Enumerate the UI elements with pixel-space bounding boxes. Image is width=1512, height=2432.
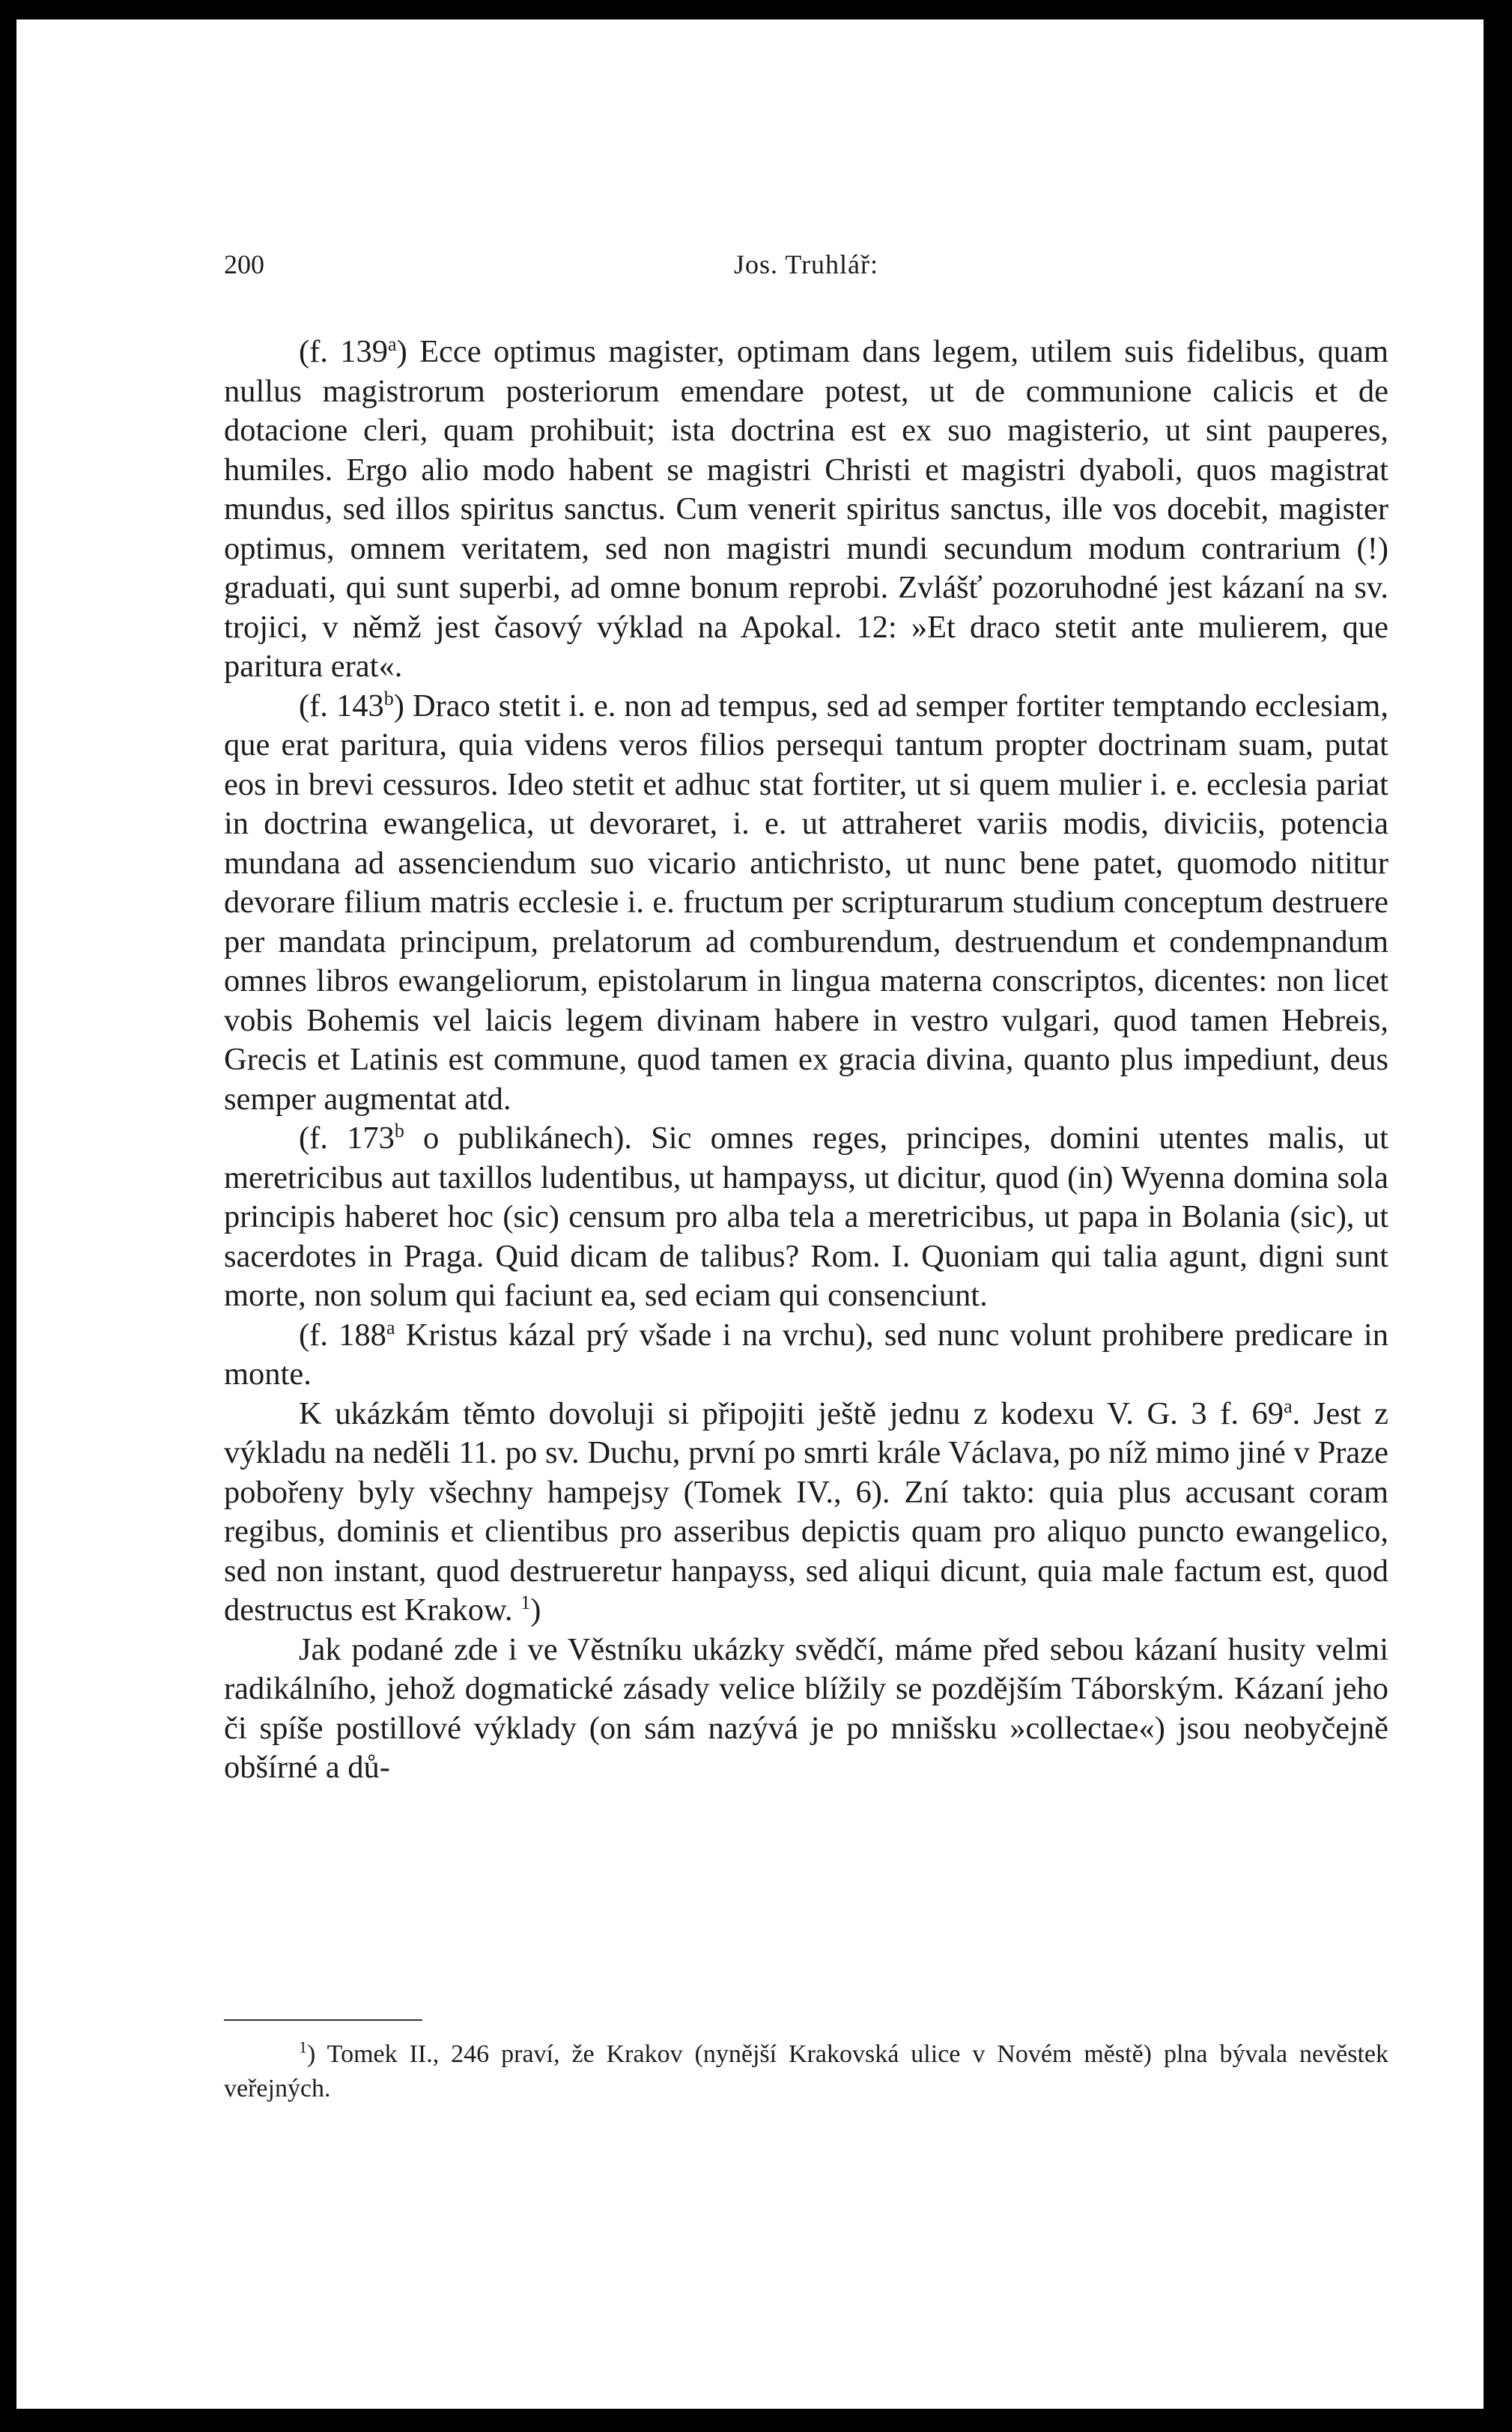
paragraph: (f. 173$^b$ o publikánech). Sic omnes reges, principes, domini utentes malis, ut meretricibus aut taxillos ludentibus, ut hampayss, ut dicitur, quod (in) Wyenna domina sola principis haberet hoc (sic) censum pro alba tela a meretricibus, ut papa in Bolania (sic), ut sacerdotes in Praga. Quid dicam de talibus? Rom. I. Quoniam qui talia agunt, digni sunt morte, non solum qui faciunt ea, sed eciam qui consenciunt.	[224, 1119, 1388, 1313]
page-header	[224, 249, 1388, 294]
paragraph: (f. 143$^b$) Draco stetit i. e. non ad tempus, sed ad semper fortiter temptando ecclesiam, que erat paritura, quia videns veros filios persequi tantum propter doctrinam suam, putat eos in brevi cessuros. Ideo stetit et adhuc stat fortiter, ut si quem mulier i. e. ecclesia pariat in doctrina ewangelica, ut devoraret, i. e. ut attraheret variis modis, diviciis, potencia mundana ad assenciendum suo vicario antichristo, ut nunc bene patet, quomodo nititur devorare filium matris ecclesie i. e. fructum per scripturarum studium conceptum destruere per mandata principum, prelatorum ad comburendum, destruendum et condempnandum omnes libros ewangeliorum, epistolarum in lingua materna conscriptos, dicentes: non licet vobis Bohemis vel laicis legem divinam habere in vestro vulgari, quod tamen Hebreis, Grecis et Latinis est commune, quod tamen ex gracia divina, quanto plus impediunt, deus semper augmentat atd.	[224, 687, 1388, 1117]
paragraph: (f. 188$^a$ Kristus kázal prý všade i na vrchu), sed nunc volunt prohibere predicare in monte.	[224, 1316, 1388, 1392]
footnote-reference: 1	[520, 1591, 531, 1613]
page	[16, 19, 1484, 2409]
paragraph: Jak podané zde i ve Věstníku ukázky svědčí, máme před sebou kázaní husity velmi radikálního, jehož dogmatické zásady velice blížily se pozdějším Táborským. Kázaní jeho či spíše postillové výklady (on sám nazývá je po mnišsku »collectae«) jsou neobyčejně obšírné a dů-	[224, 1631, 1388, 1785]
body-text	[224, 333, 1388, 1788]
page-number: 200	[224, 249, 264, 279]
running-title: Jos. Truhlář:	[733, 249, 879, 279]
paragraph: K ukázkám těmto dovoluji si připojiti ještě jednu z kodexu V. G. 3 f. 69$^a$. Jest z výkladu na neděli 11. po sv. Duchu, první po smrti krále Václava, po níž mimo jiné v Praze pobořeny byly všechny hampejsy (Tomek IV., 6). Zní takto: quia plus accusant coram regibus, dominis et clientibus pro asseribus depictis quam pro aliquo puncto ewangelico, sed non instant, quod destrueretur hanpayss, sed aliqui dicunt, quia male factum est, quod destructus est Krakow. $^1$)	[224, 1395, 1388, 1628]
footnote-divider	[224, 2019, 422, 2021]
footnote-marker: 1	[299, 2037, 307, 2057]
footnote: $^1$) Tomek II., 246 praví, že Krakov (nynější Krakovská ulice v Novém městě) plna bývala nevěstek veřejných.	[224, 2037, 1388, 2102]
footnotes	[224, 2037, 1388, 2106]
paragraph: (f. 139$^a$) Ecce optimus magister, optimam dans legem, utilem suis fidelibus, quam nullus magistrorum posteriorum emendare potest, ut de communione calicis et de dotacione cleri, quam prohibuit; ista doctrina est ex suo magisterio, ut sint pauperes, humiles. Ergo alio modo habent se magistri Christi et magistri dyaboli, quos magistrat mundus, sed illos spiritus sanctus. Cum venerit spiritus sanctus, ille vos docebit, magister optimus, omnem veritatem, sed non magistri mundi secundum modum contrarium (!) graduati, qui sunt superbi, ad omne bonum reprobi. Zvlášť pozoruhodné jest kázaní na sv. trojici, v němž jest časový výklad na Apokal. 12: »Et draco stetit ante mulierem, que paritura erat«.	[224, 333, 1389, 684]
